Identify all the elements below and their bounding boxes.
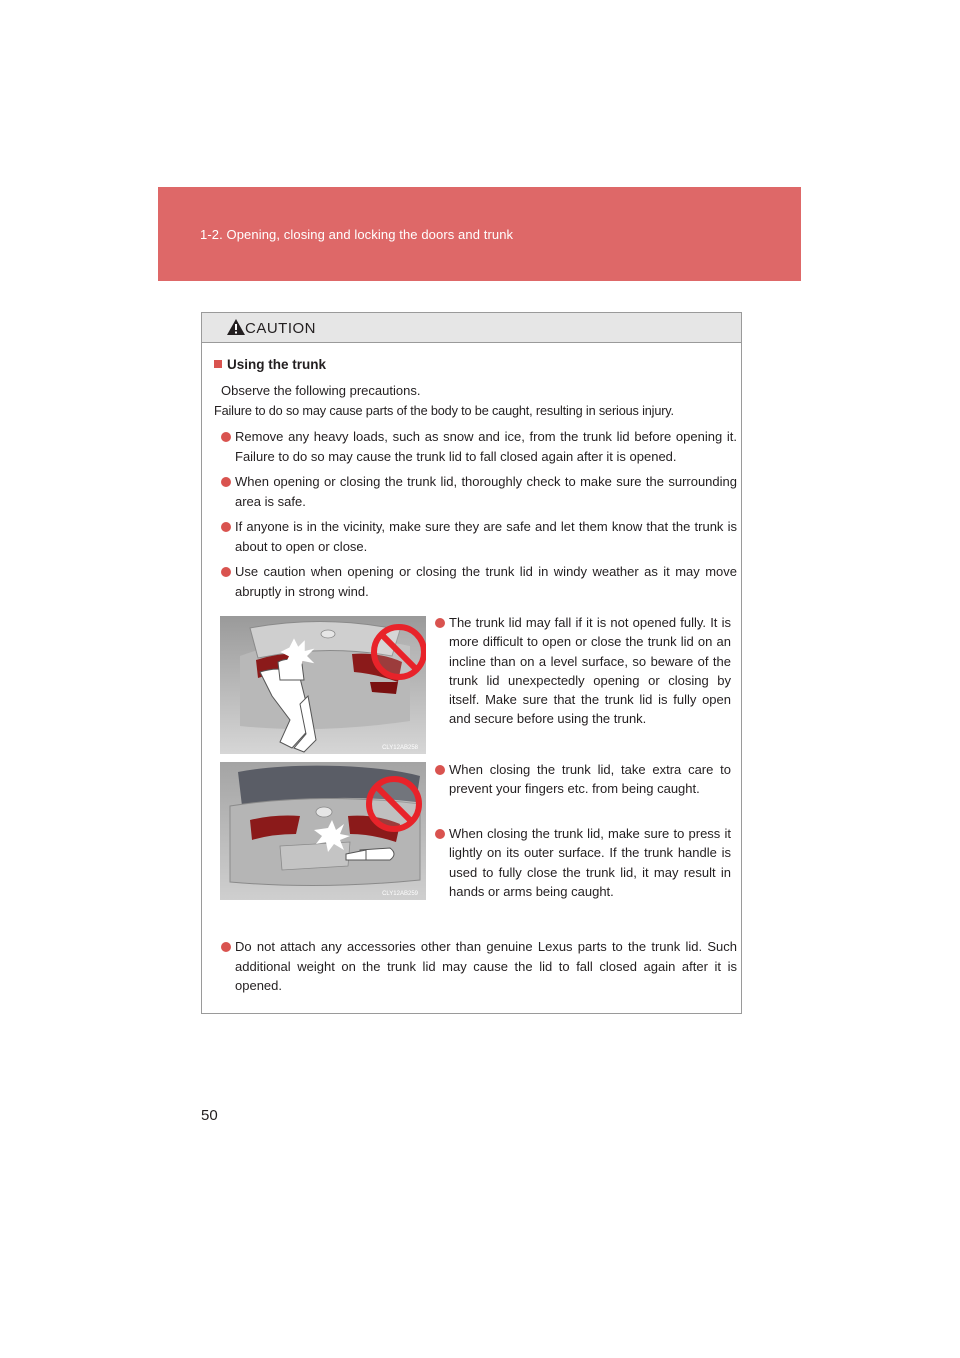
intro-text <box>214 381 737 421</box>
bullet-dot-icon <box>435 765 445 775</box>
bullet-dot-icon <box>435 618 445 628</box>
bullet-item: The trunk lid may fall if it is not opened fully. It is more difficult to open or close the trunk lid on an incline than on a level surface, so beware of the trunk lid unexpectedly opening or closing by itself. Make sure that the trunk lid is fully open and secure before using the trunk. <box>435 613 731 729</box>
chapter-header-band <box>158 187 801 281</box>
square-bullet-icon <box>214 360 222 368</box>
chapter-title: 1-2. Opening, closing and locking the doors and trunk <box>200 227 514 242</box>
intro-line: Observe the following precautions. <box>221 383 421 398</box>
bullet-dot-icon <box>221 942 231 952</box>
caution-header <box>202 313 741 343</box>
intro-line: Failure to do so may cause parts of the body to be caught, resulting in serious injury. <box>214 404 674 418</box>
figure-code: CLY12AB258 <box>382 745 418 751</box>
car-trunk-illustration <box>220 762 426 900</box>
car-trunk-illustration <box>220 616 426 754</box>
bullet-dot-icon <box>221 432 231 442</box>
bullet-dot-icon <box>221 477 231 487</box>
trunk-lid-falling-illustration <box>220 616 426 754</box>
bullet-dot-icon <box>221 522 231 532</box>
bullet-dot-icon <box>435 829 445 839</box>
caution-box <box>201 312 742 1014</box>
figure-code: CLY12AB259 <box>382 891 418 897</box>
bullet-item: Do not attach any accessories other than genuine Lexus parts to the trunk lid. Such additional weight on the trunk lid may cause the lid to fall closed again after it is opened. <box>221 937 737 996</box>
bullet-item: When closing the trunk lid, make sure to press it lightly on its outer surface. If the trunk handle is used to fully close the trunk lid, it may result in hands or arms being caught. <box>435 824 731 901</box>
bullet-item: Remove any heavy loads, such as snow and ice, from the trunk lid before opening it. Failure to do so may cause the trunk lid to fall closed again after it is opened. <box>221 427 737 466</box>
bullet-dot-icon <box>221 567 231 577</box>
bullet-item: Use caution when opening or closing the trunk lid in windy weather as it may move abruptly in strong wind. <box>221 562 737 601</box>
trunk-lid-closing-illustration <box>220 762 426 900</box>
section-title: Using the trunk <box>214 357 326 372</box>
warning-triangle-icon <box>226 318 246 336</box>
caution-label: CAUTION <box>245 320 316 337</box>
page-number: 50 <box>201 1107 218 1124</box>
bullet-item: When closing the trunk lid, take extra care to prevent your fingers etc. from being caught. <box>435 760 731 799</box>
bullet-item: If anyone is in the vicinity, make sure they are safe and let them know that the trunk is about to open or close. <box>221 517 737 556</box>
bullet-item: When opening or closing the trunk lid, thoroughly check to make sure the surrounding area is safe. <box>221 472 737 511</box>
